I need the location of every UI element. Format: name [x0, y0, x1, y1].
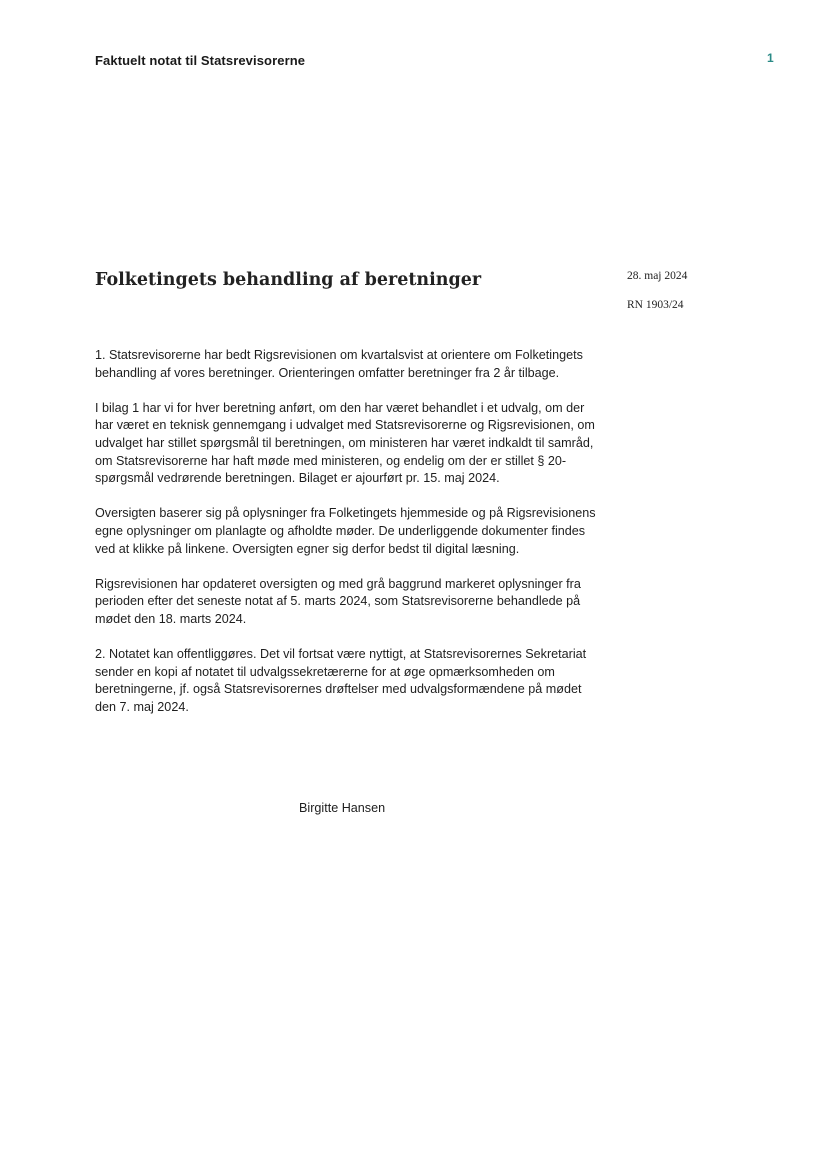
- body-text: [95, 347, 603, 734]
- paragraph-2: I bilag 1 har vi for hver beretning anført, om den har været behandlet i et udvalg, om der har været en teknisk gennemgang i udvalget med Statsrevisorerne og Rigsrevisionen, om udvalget har stillet spørgsmål til beretningen, om ministeren har været indkaldt til samråd, om Statsrevisorerne har haft møde med ministeren, og endelig om der er stillet § 20-spørgsmål vedrørende beretningen. Bilaget er ajourført pr. 15. maj 2024.: [95, 400, 595, 486]
- document-title: Folketingets behandling af beretninger: [95, 270, 482, 290]
- signature: Birgitte Hansen: [299, 801, 386, 815]
- document-reference: RN 1903/24: [627, 299, 684, 311]
- page-number: 1: [767, 51, 774, 65]
- paragraph-4: Rigsrevisionen har opdateret oversigten og med grå baggrund markeret oplysninger fra perioden efter det seneste notat af 5. marts 2024, som Statsrevisorerne behandlede på mødet den 18. marts 2024.: [95, 576, 581, 626]
- paragraph-3: Oversigten baserer sig på oplysninger fra Folketingets hjemmeside og på Rigsrevisionens egne oplysninger om planlagte og afholdte møder. De underliggende dokumenter findes ved at klikke på linkene. Oversigten egner sig derfor bedst til digital læsning.: [95, 506, 596, 556]
- header-title: Faktuelt notat til Statsrevisorerne: [95, 53, 306, 68]
- paragraph-5: 2. Notatet kan offentliggøres. Det vil fortsat være nyttigt, at Statsrevisorernes Sekretariat sender en kopi af notatet til udvalgssekretærerne for at øge opmærksomheden om beretningerne, jf. også Statsrevisorernes drøftelser med udvalgsformændene på mødet den 7. maj 2024.: [95, 647, 587, 714]
- document-date: 28. maj 2024: [627, 270, 688, 282]
- paragraph-1: 1. Statsrevisorerne har bedt Rigsrevisionen om kvartalsvist at orientere om Folketingets behandling af vores beretninger. Orienteringen omfatter beretninger fra 2 år tilbage.: [95, 348, 583, 380]
